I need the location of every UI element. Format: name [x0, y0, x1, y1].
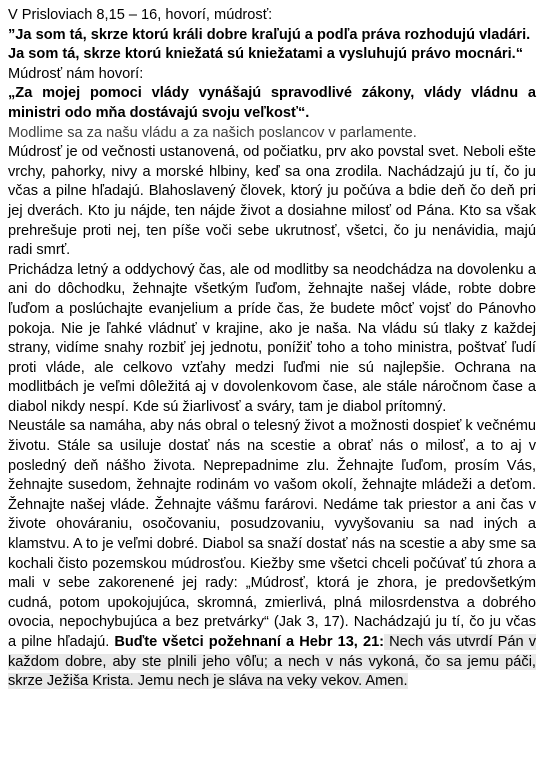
prayer-line: Modlime sa za našu vládu a za našich poslancov v parlamente.: [8, 124, 417, 141]
document-body: [8, 6, 536, 692]
quote-kings: ”Ja som tá, skrze ktorú králi dobre kraľujú a podľa práva rozhodujú vladári.: [8, 26, 531, 43]
quote-princes: Ja som tá, skrze ktorú kniežatá sú kniežatami a vysluhujú právo mocnári.“: [8, 46, 524, 63]
blessing-closing: Nech vás utvrdí Pán v každom dobre, aby ste plnili jeho vôľu; a nech v nás vykoná, čo sa jemu páči, skrze Ježiša Krista. Jemu nech je sláva na veky vekov. Amen.: [8, 634, 537, 690]
intro-reference: V Prisloviach 8,15 – 16, hovorí, múdrosť:: [8, 7, 273, 23]
paragraph-wisdom: Múdrosť je od večnosti ustanovená, od počiatku, prv ako povstal svet. Neboli ešte vrchy, pahorky, nivy a morské hlbiny, keď sa ona zrodila. Nachádzajú ju tí, čo ju včas a pilne hľadajú. Blahoslavený človek, ktorý ju počúva a bdie deň čo deň pri jej dverách. Kto ju nájde, ten nájde život a dosiahne milosť od Pána. Kto sa však prehrešuje proti nej, ten píše voči sebe ukrutnosť, všetci, čo ju nenávidia, majú radi smrť.: [8, 144, 536, 259]
paragraph-blessing-text: Neustále sa namáha, aby nás obral o telesný život a možnosti dospieť k večnému životu. Stále sa usiluje dostať nás na scestie a obrať nás o milosť, a to aj v posledný deň nášho života. Neprepadnime zlu. Žehnajte ľuďom, prosím Vás, žehnajte susedom, žehnajte rodinám vo vašom okolí, žehnajte mládeži a deťom. Žehnajte našej vláde. Žehnajte vášmu farárovi. Nedáme tak priestor a ani čas v živote ohováraniu, osočovaniu, posudzovaniu, vyvyšovaniu sa nad iných a klamstvu. A to je veľmi dobré. Diabol sa snaží dostať nás na scestie a aby sme sa kochali čisto pozemskou múdrosťou. Kiežby sme všetci chceli počúvať tú zhora a mali v sebe zakorenené jej rady: „Múdrosť, ktorá je zhora, je predovšetkým cudná, potom upokojujúca, skromná, zmierlivá, plná milosrdenstva a dobrého ovocia, nepochybujúca a bez pretvárky“ (Jak 3, 17). Nachádzajú ju tí, čo ju včas a pilne hľadajú.: [8, 418, 536, 650]
quote-governments: „Za mojej pomoci vlády vynášajú spravodlivé zákony, vlády vládnu a ministri odo mňa dostávajú svoju veľkosť“.: [8, 85, 536, 121]
paragraph-summer: Prichádza letný a oddychový čas, ale od modlitby sa neodchádza na dovolenku a ani do dôchodku, žehnajte všetkým ľuďom, žehnajte našej vláde, robte dobre ľuďom a poslúchajte evanjelium a príde čas, že budete môcť vojsť do Pánovho pokoja. Nie je ľahké vládnuť v krajine, ako je naša. Na vládu sú tlaky z každej strany, vidíme snahy rozbiť jej jednotu, ponížiť toho a toho ministra, poštvať ľudí proti vláde, ale celkovo vzťahy medzi ľuďmi nie sú najlepšie. Ochrana na modlitbách je veľmi dôležitá aj v dovolenkovom čase, ale stále náročnom čase a diabol nikdy nespí. Kde sú žiarlivosť a sváry, tam je diabol prítomný.: [8, 261, 536, 415]
blessing-bold: Buďte všetci požehnaní a Hebr 13, 21:: [114, 634, 385, 650]
wisdom-says-line: Múdrosť nám hovorí:: [8, 65, 144, 82]
paragraph-blessing: [8, 417, 536, 691]
